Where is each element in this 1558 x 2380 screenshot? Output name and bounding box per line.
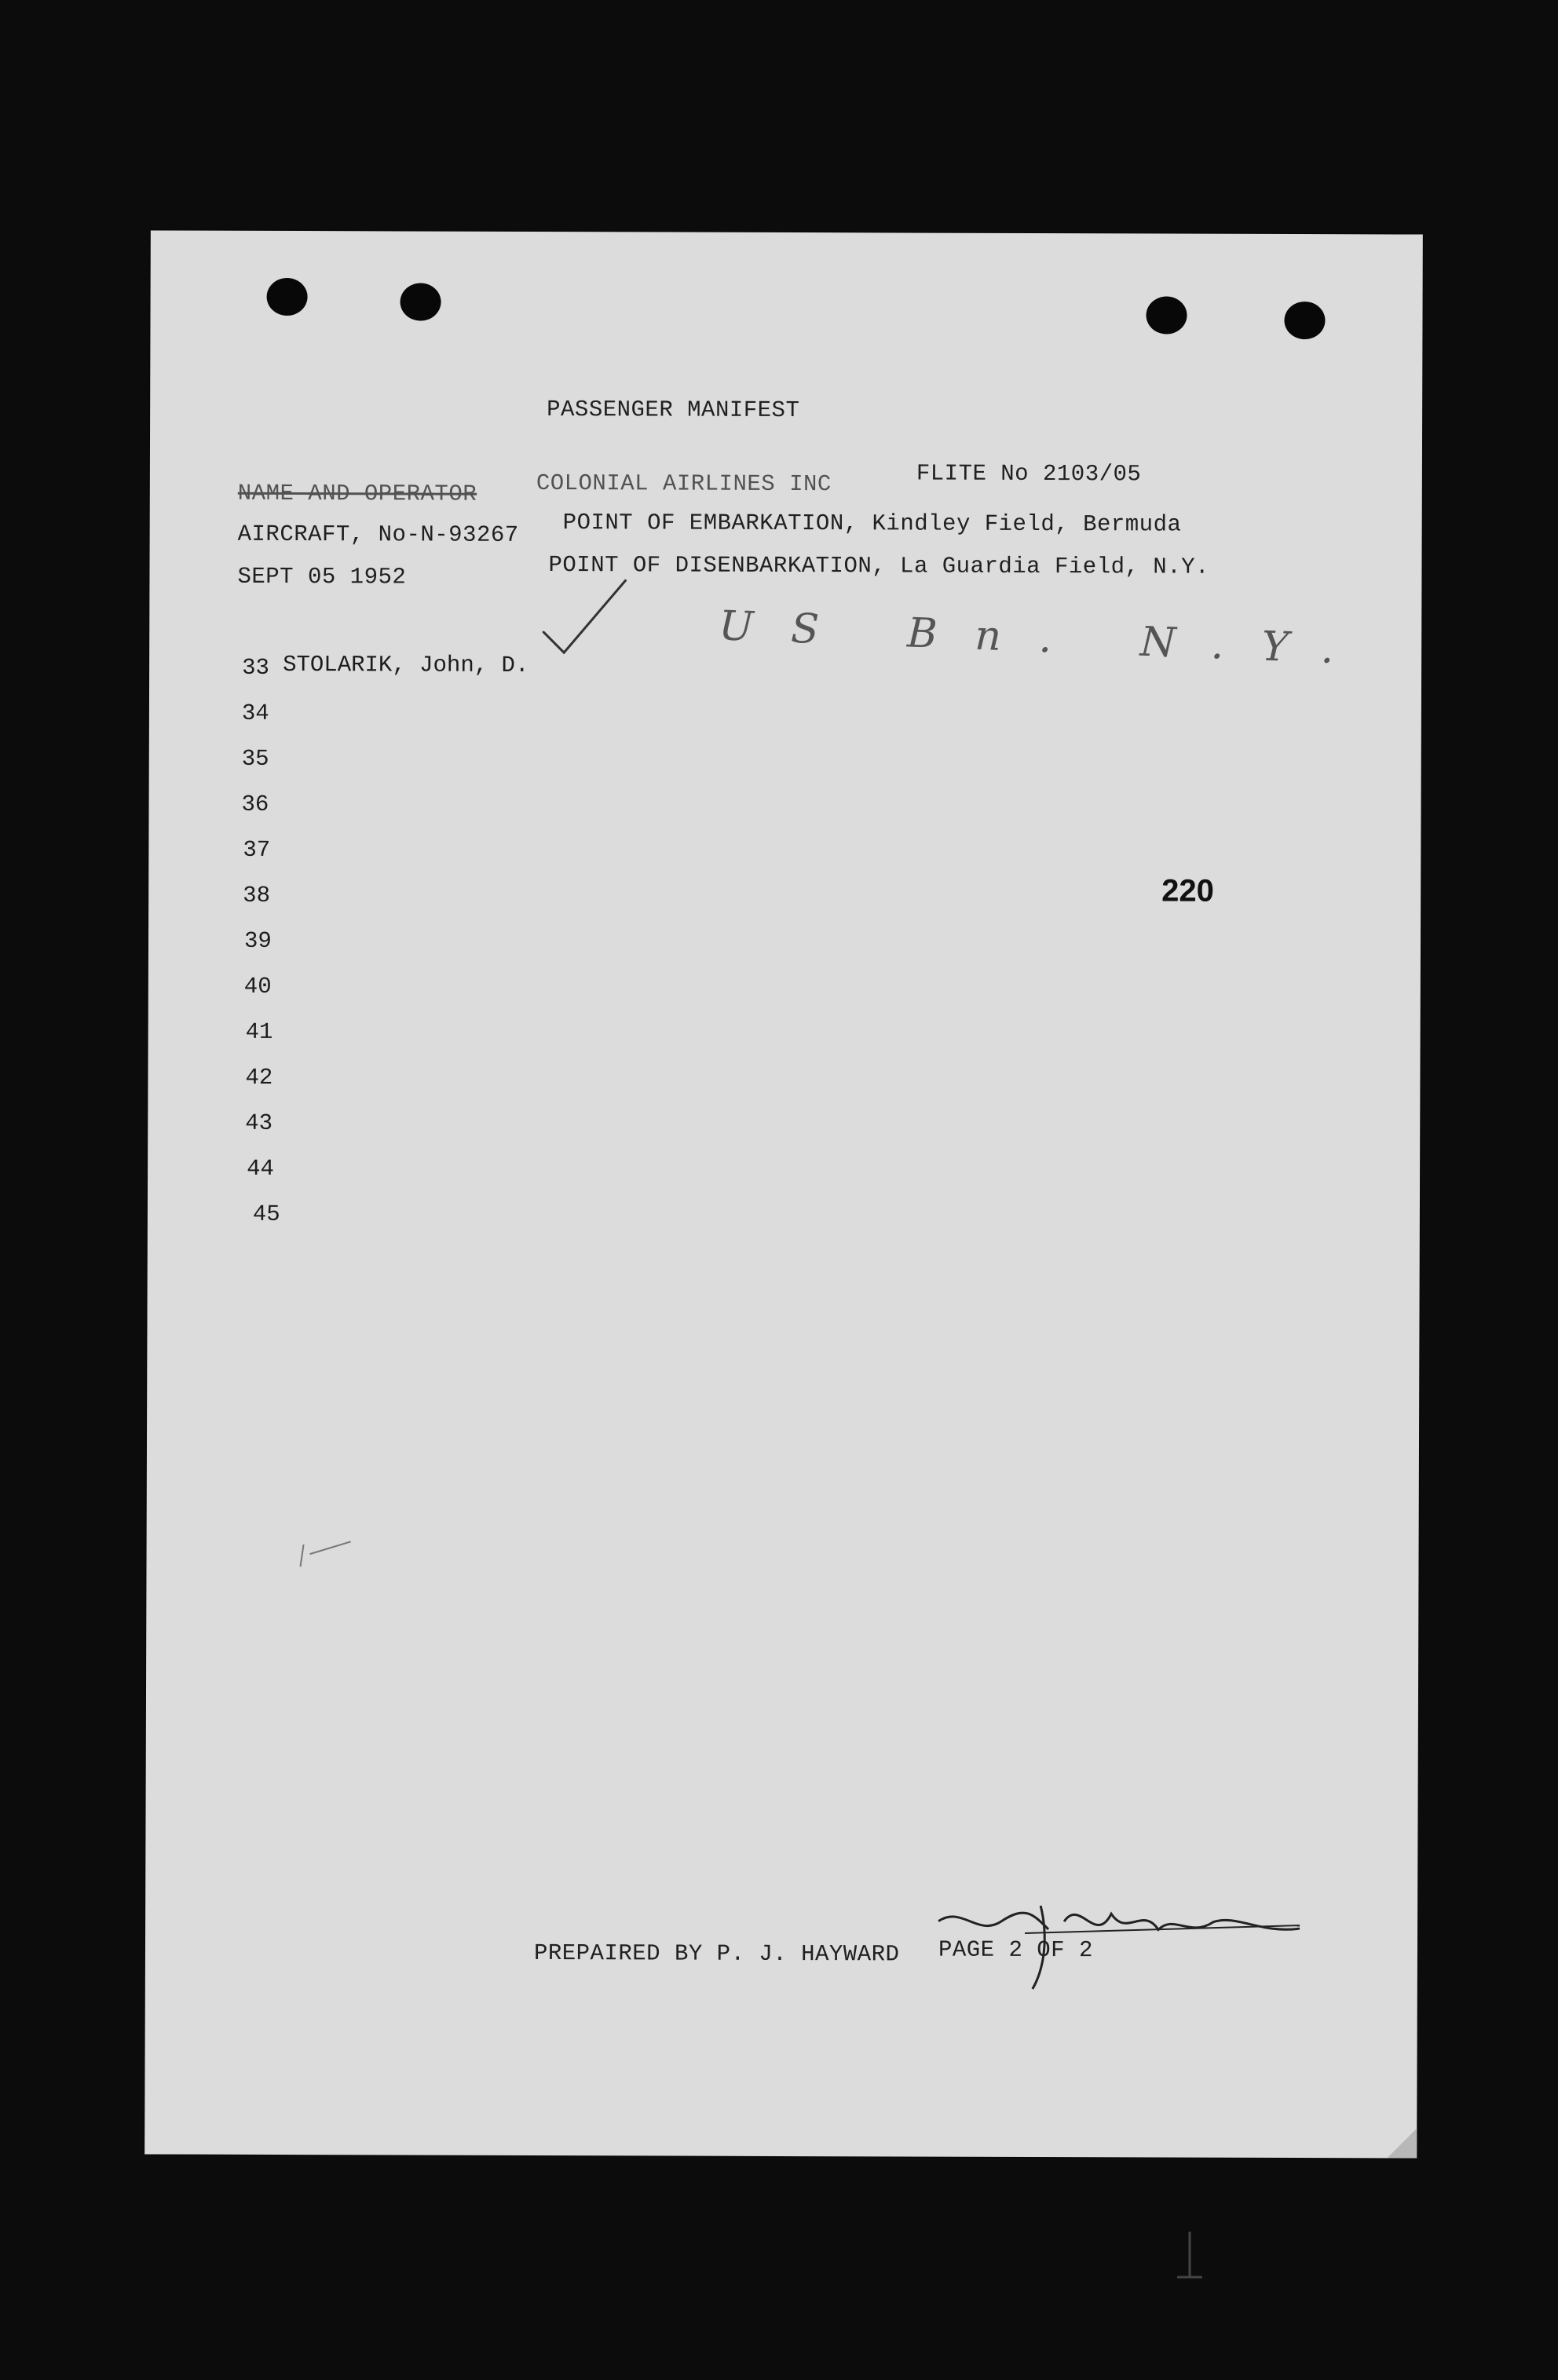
point-of-embarkation: POINT OF EMBARKATION, Kindley Field, Bermuda	[562, 510, 1182, 538]
row-number: 38	[243, 882, 271, 908]
check-mark-icon	[542, 577, 628, 656]
page-indicator: PAGE 2 OF 2	[938, 1936, 1093, 1964]
folded-corner	[1387, 2128, 1417, 2158]
operator-name: COLONIAL AIRLINES INC	[536, 470, 832, 498]
manifest-title: PASSENGER MANIFEST	[547, 397, 800, 424]
row-number: 43	[245, 1110, 273, 1136]
row-number: 39	[243, 927, 272, 954]
row-number: 33	[242, 654, 269, 681]
aircraft-number: AIRCRAFT, No-N-93267	[237, 521, 519, 548]
row-number: 41	[245, 1018, 273, 1045]
row-number: 34	[241, 700, 269, 726]
row-number: 37	[243, 836, 271, 863]
row-number: 42	[245, 1064, 273, 1091]
row-number: 40	[243, 973, 272, 1000]
point-of-disembarkation: POINT OF DISENBARKATION, La Guardia Field, N.Y.	[548, 552, 1210, 580]
punch-hole-left-1	[267, 278, 308, 316]
manifest-page	[144, 230, 1423, 2158]
punch-hole-right-1	[1146, 296, 1187, 334]
prepared-by: PREPAIRED BY P. J. HAYWARD	[533, 1940, 900, 1968]
row-number: 44	[247, 1155, 274, 1182]
signature	[931, 1890, 1307, 1994]
punch-hole-right-2	[1284, 302, 1325, 339]
pencil-mark-icon	[295, 1538, 358, 1570]
flight-number: FLITE No 2103/05	[916, 460, 1142, 488]
passenger-name: STOLARIK, John, D.	[283, 651, 529, 678]
name-and-operator-label: NAME AND OPERATOR	[237, 480, 477, 507]
stamp-number: 220	[1161, 873, 1215, 908]
row-number: 36	[241, 791, 269, 817]
row-number: 45	[252, 1201, 280, 1227]
margin-mark-icon	[1174, 2230, 1205, 2285]
row-number: 35	[241, 745, 269, 772]
punch-hole-left-2	[400, 283, 441, 320]
handwritten-annotation: US Bn. N.Y.	[718, 602, 1373, 675]
manifest-date: SEPT 05 1952	[237, 563, 407, 590]
